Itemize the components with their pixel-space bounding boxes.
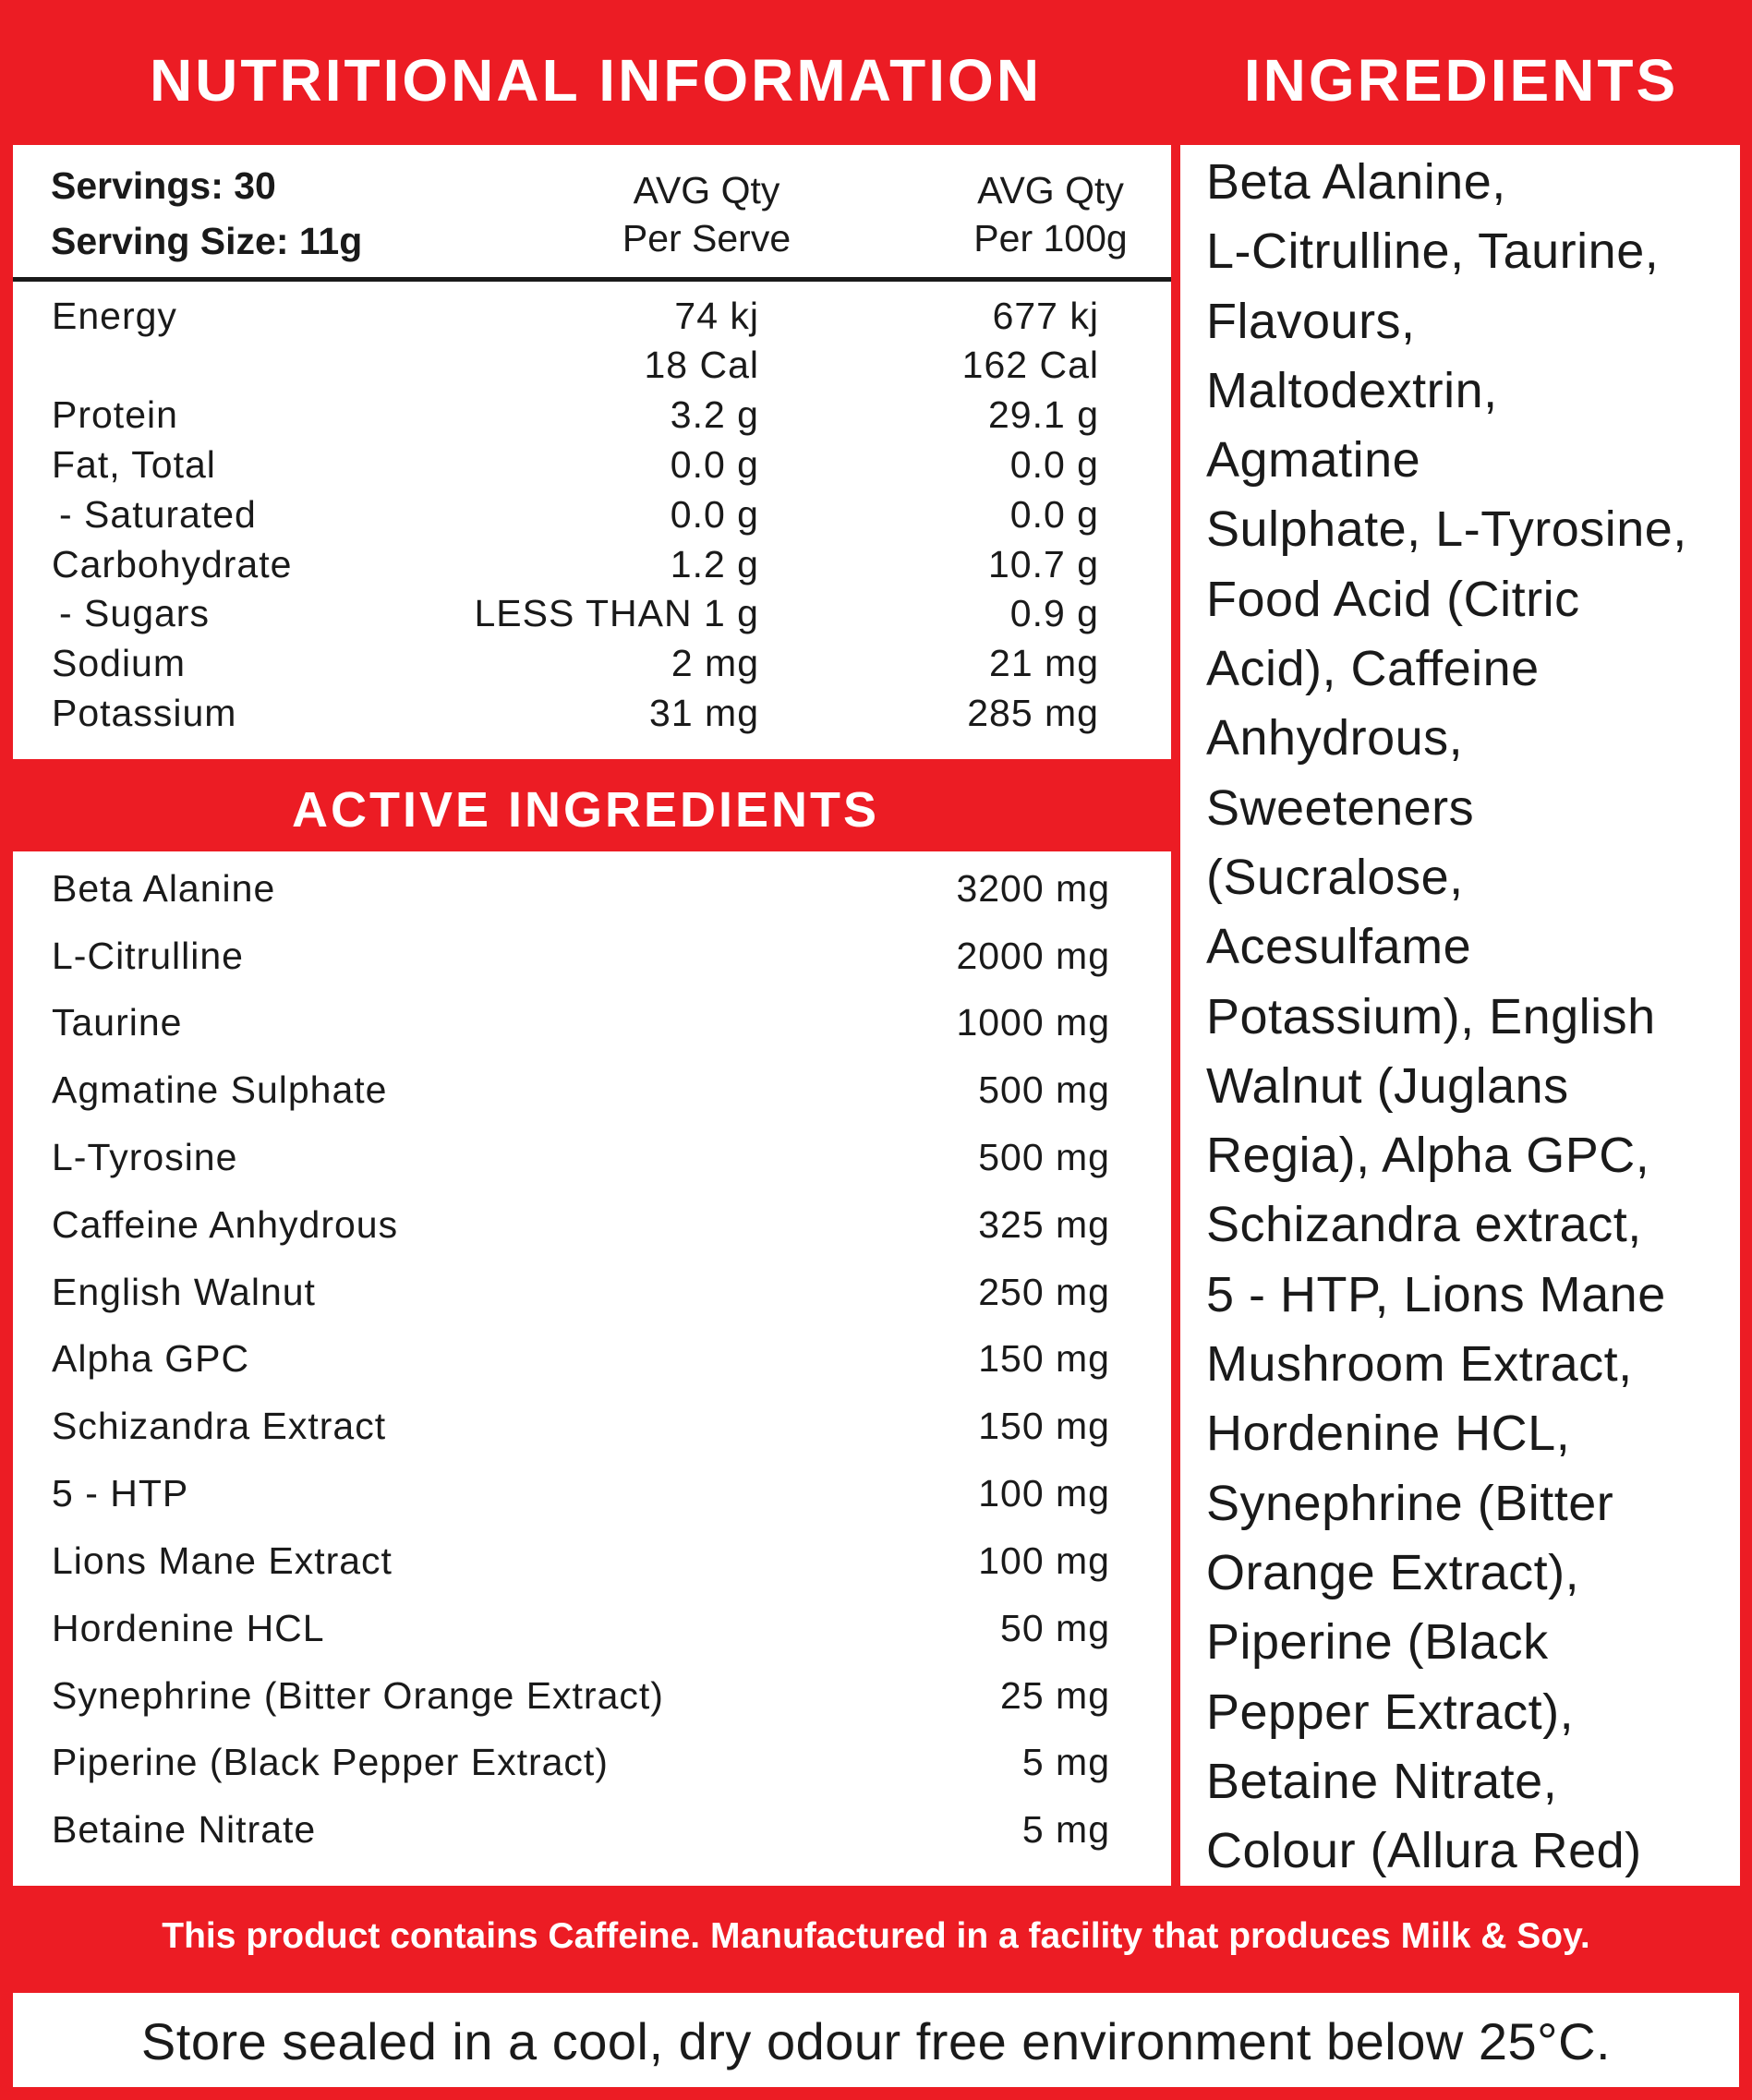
per-100g-header-line1: AVG Qty xyxy=(977,169,1124,211)
ingredient-line: Maltodextrin, xyxy=(1206,362,1498,418)
per-serve-header-line1: AVG Qty xyxy=(633,169,780,211)
per-serve-header xyxy=(554,166,859,262)
nutrient-per-serve: 1.2 g xyxy=(670,543,759,585)
active-amount: 100 mg xyxy=(978,1539,1110,1582)
ingredient-line: 5 - HTP, Lions Mane xyxy=(1206,1266,1666,1322)
ingredient-line: Synephrine (Bitter xyxy=(1206,1475,1614,1531)
active-amount: 100 mg xyxy=(978,1472,1110,1515)
active-name: Alpha GPC xyxy=(52,1337,250,1380)
active-amount: 1000 mg xyxy=(956,1001,1110,1044)
active-name: Agmatine Sulphate xyxy=(52,1068,388,1111)
ingredient-line: Walnut (Juglans xyxy=(1206,1057,1569,1114)
nutrient-per-serve: 0.0 g xyxy=(670,443,759,486)
serving-size-label: Serving Size: 11g xyxy=(51,220,363,262)
ingredients-title: INGREDIENTS xyxy=(1243,47,1679,114)
active-amount: 25 mg xyxy=(1000,1674,1110,1717)
nutrient-per-100g: 162 Cal xyxy=(961,344,1099,386)
nutrient-per-100g: 10.7 g xyxy=(988,543,1099,585)
ingredient-line: Acesulfame xyxy=(1206,919,1472,975)
active-amount: 150 mg xyxy=(978,1337,1110,1380)
storage-text: Store sealed in a cool, dry odour free environment below 25°C. xyxy=(140,2012,1612,2070)
ingredient-line: Colour (Allura Red) xyxy=(1206,1823,1642,1879)
ingredient-line: Hordenine HCL, xyxy=(1206,1406,1571,1462)
nutrient-name: - Saturated xyxy=(59,493,257,536)
ingredient-line: Flavours, xyxy=(1206,293,1416,349)
ingredient-line: Anhydrous, xyxy=(1206,710,1464,766)
active-amount: 500 mg xyxy=(978,1068,1110,1111)
active-name: Lions Mane Extract xyxy=(52,1539,393,1582)
active-name: L-Citrulline xyxy=(52,935,244,977)
per-100g-header xyxy=(937,166,1164,262)
active-amount: 325 mg xyxy=(978,1203,1110,1246)
nutrient-per-serve: 31 mg xyxy=(649,692,759,734)
active-name: Synephrine (Bitter Orange Extract) xyxy=(52,1674,664,1717)
active-amount: 5 mg xyxy=(1021,1741,1110,1783)
nutrient-per-100g: 285 mg xyxy=(967,692,1099,734)
nutrition-divider xyxy=(13,277,1171,282)
ingredient-line: Regia), Alpha GPC, xyxy=(1206,1128,1650,1184)
nutrient-per-100g: 0.0 g xyxy=(1009,443,1099,486)
per-serve-header-line2: Per Serve xyxy=(622,217,791,259)
active-ingredients-panel xyxy=(13,851,1171,1886)
active-name: 5 - HTP xyxy=(52,1472,189,1515)
per-100g-header-line2: Per 100g xyxy=(973,217,1128,259)
nutrient-per-100g: 29.1 g xyxy=(988,393,1099,436)
ingredient-line: Food Acid (Citric xyxy=(1206,571,1580,627)
ingredient-line: Sulphate, L-Tyrosine, xyxy=(1206,501,1687,558)
servings-label: Servings: 30 xyxy=(51,164,276,207)
nutrient-per-100g: 0.0 g xyxy=(1009,493,1099,536)
active-amount: 150 mg xyxy=(978,1405,1110,1447)
nutrient-name: Carbohydrate xyxy=(52,543,293,585)
storage-panel xyxy=(13,1993,1739,2087)
active-ingredients-title: ACTIVE INGREDIENTS xyxy=(291,782,880,838)
nutrient-per-serve: 2 mg xyxy=(671,642,759,684)
nutrient-per-serve: 18 Cal xyxy=(644,344,759,386)
nutrient-per-serve: 3.2 g xyxy=(670,393,759,436)
ingredient-line: Acid), Caffeine xyxy=(1206,641,1540,697)
active-name: Beta Alanine xyxy=(52,867,276,910)
nutrient-name: Protein xyxy=(52,393,178,436)
active-name: Taurine xyxy=(52,1001,183,1044)
active-amount: 500 mg xyxy=(978,1136,1110,1178)
active-name: Hordenine HCL xyxy=(52,1607,325,1649)
ingredient-line: Betaine Nitrate, xyxy=(1206,1753,1558,1809)
active-amount: 2000 mg xyxy=(956,935,1110,977)
nutrient-per-serve: 0.0 g xyxy=(670,493,759,536)
nutrient-per-100g: 0.9 g xyxy=(1009,592,1099,634)
active-amount: 5 mg xyxy=(1021,1808,1110,1851)
nutrient-per-100g: 677 kj xyxy=(992,295,1099,337)
nutrition-title: NUTRITIONAL INFORMATION xyxy=(149,47,1043,114)
ingredient-line: Agmatine xyxy=(1206,432,1421,489)
ingredient-line: Potassium), English xyxy=(1206,988,1656,1044)
nutrient-name: - Sugars xyxy=(59,592,210,634)
active-name: Betaine Nitrate xyxy=(52,1808,317,1851)
ingredient-line: Orange Extract), xyxy=(1206,1544,1580,1600)
ingredient-line: Sweeteners xyxy=(1206,779,1475,836)
active-amount: 3200 mg xyxy=(956,867,1110,910)
active-name: English Walnut xyxy=(52,1271,316,1313)
active-amount: 50 mg xyxy=(1000,1607,1110,1649)
ingredient-line: (Sucralose, xyxy=(1206,849,1464,905)
active-amount: 250 mg xyxy=(978,1271,1110,1313)
ingredients-list xyxy=(1206,148,1687,1886)
nutrient-per-serve: 74 kj xyxy=(674,295,759,337)
ingredient-line: Schizandra extract, xyxy=(1206,1197,1642,1253)
active-name: L-Tyrosine xyxy=(52,1136,238,1178)
nutrient-per-serve: LESS THAN 1 g xyxy=(474,592,759,634)
ingredient-line: Mushroom Extract, xyxy=(1206,1336,1633,1393)
ingredients-panel xyxy=(1180,145,1740,1886)
active-name: Schizandra Extract xyxy=(52,1405,387,1447)
active-name: Piperine (Black Pepper Extract) xyxy=(52,1741,609,1783)
nutrient-name: Energy xyxy=(52,295,177,337)
ingredient-line: L-Citrulline, Taurine, xyxy=(1206,223,1660,280)
caffeine-warning: This product contains Caffeine. Manufactured in a facility that produces Milk & Soy. xyxy=(162,1916,1590,1956)
active-name: Caffeine Anhydrous xyxy=(52,1203,399,1246)
nutrient-name: Fat, Total xyxy=(52,443,216,486)
nutrient-name: Potassium xyxy=(52,692,237,734)
nutrient-per-100g: 21 mg xyxy=(989,642,1099,684)
ingredient-line: Pepper Extract), xyxy=(1206,1684,1575,1740)
nutrient-name: Sodium xyxy=(52,642,187,684)
ingredient-line: Beta Alanine, xyxy=(1206,154,1506,210)
ingredient-line: Piperine (Black xyxy=(1206,1614,1549,1671)
